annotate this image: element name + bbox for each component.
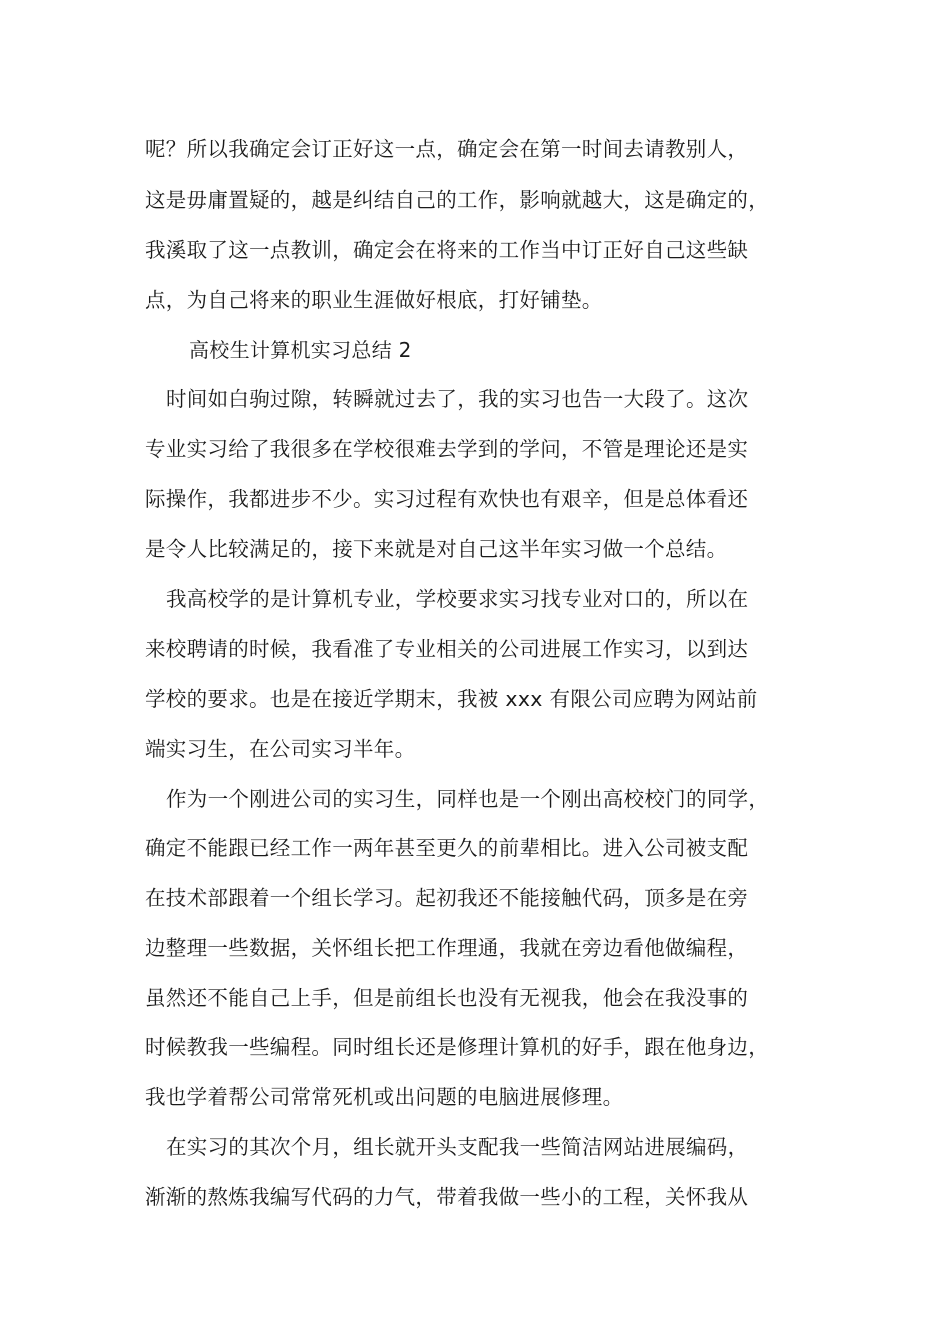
text-line: 来校聘请的时候，我看准了专业相关的公司进展工作实习，以到达 [145,637,749,661]
paragraph-first-line: 时间如白驹过隙，转瞬就过去了，我的实习也告一大段了。这次 [166,387,749,411]
text-line: 我溪取了这一点教训，确定会在将来的工作当中订正好自己这些缺 [145,238,749,262]
paragraph-first-line: 作为一个刚进公司的实习生，同样也是一个刚出高校校门的同学， [166,787,770,811]
text-line: 边整理一些数据，关怀组长把工作理通，我就在旁边看他做编程， [145,936,749,960]
text-line: 我也学着帮公司常常死机或出问题的电脑进展修理。 [145,1085,624,1109]
text-line: 确定不能跟已经工作一两年甚至更久的前辈相比。进入公司被支配 [145,836,749,860]
text-line: 渐渐的熬炼我编写代码的力气，带着我做一些小的工程，关怀我从 [145,1185,749,1209]
text-line: 这是毋庸置疑的，越是纠结自己的工作，影响就越大，这是确定的， [145,188,769,212]
text-line: 专业实习给了我很多在学校很难去学到的学问，不管是理论还是实 [145,437,749,461]
text-line: 际操作，我都进步不少。实习过程有欢快也有艰辛，但是总体看还 [145,487,749,511]
paragraph-first-line: 我高校学的是计算机专业，学校要求实习找专业对口的，所以在 [166,587,749,611]
text-line: 端实习生，在公司实习半年。 [145,737,416,761]
text-line: 虽然还不能自己上手，但是前组长也没有无视我，他会在我没事的 [145,986,749,1010]
text-line: 学校的要求。也是在接近学期末，我被 xxx 有限公司应聘为网站前 [145,687,758,711]
text-line: 在技术部跟着一个组长学习。起初我还不能接触代码，顶多是在旁 [145,886,749,910]
section-heading: 高校生计算机实习总结 2 [189,338,412,362]
text-line: 时候教我一些编程。同时组长还是修理计算机的好手，跟在他身边， [145,1035,769,1059]
text-line: 点，为自己将来的职业生涯做好根底，打好铺垫。 [145,288,603,312]
text-line: 呢？所以我确定会订正好这一点，确定会在第一时间去请教别人， [145,137,749,161]
paragraph-first-line: 在实习的其次个月，组长就开头支配我一些简洁网站进展编码， [166,1135,749,1159]
text-line: 是令人比较满足的，接下来就是对自己这半年实习做一个总结。 [145,537,728,561]
